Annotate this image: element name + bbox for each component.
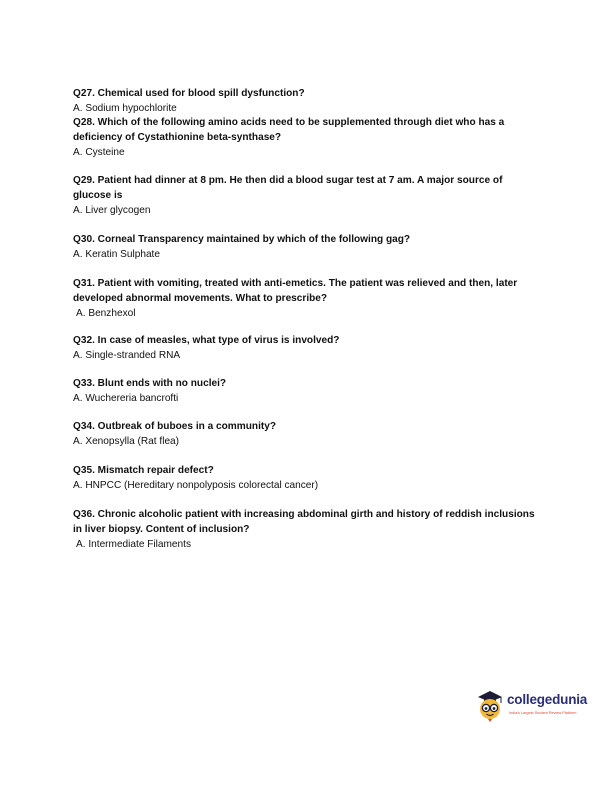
question-text: Q36. Chronic alcoholic patient with increasing abdominal girth and history of reddish inclusions in liver biopsy. Content of inclusion? (73, 509, 535, 535)
answer-text: A. Cysteine (73, 147, 125, 158)
question-text: Q30. Corneal Transparency maintained by which of the following gag? (73, 234, 411, 245)
question-text: Q27. Chemical used for blood spill dysfunction? (73, 88, 305, 99)
qa-item-q28 (73, 115, 543, 160)
qa-item-q29 (73, 173, 543, 218)
question-text: Q29. Patient had dinner at 8 pm. He then did a blood sugar test at 7 am. A major source of glucose is (73, 175, 503, 201)
answer-text: A. Sodium hypochlorite (73, 103, 177, 114)
qa-item-q35 (73, 463, 543, 493)
logo-wordmark: collegedunia (507, 692, 588, 707)
logo-tagline: India's Largest Student Review Platform (509, 711, 577, 715)
answer-text: A. Keratin Sulphate (73, 249, 160, 260)
question-text: Q34. Outbreak of buboes in a community? (73, 421, 277, 432)
qa-item-q36 (73, 507, 543, 552)
question-text: Q32. In case of measles, what type of virus is involved? (73, 335, 340, 346)
qa-item-q33 (73, 376, 543, 406)
question-text: Q31. Patient with vomiting, treated with anti-emetics. The patient was relieved and then, later developed abnormal movements. What to prescribe? (73, 278, 518, 304)
answer-text: A. Intermediate Filaments (76, 539, 192, 550)
answer-text: A. HNPCC (Hereditary nonpolyposis colorectal cancer) (73, 480, 319, 491)
answer-text: A. Wuchereria bancrofti (73, 393, 179, 404)
qa-item-q31 (73, 276, 543, 321)
answer-text: A. Liver glycogen (73, 205, 151, 216)
answer-text: A. Single-stranded RNA (73, 350, 181, 361)
qa-item-q32 (73, 333, 543, 363)
collegedunia-logo (474, 688, 599, 724)
question-text: Q33. Blunt ends with no nuclei? (73, 378, 227, 389)
answer-text: A. Xenopsylla (Rat flea) (73, 436, 180, 447)
qa-item-q27 (73, 86, 543, 116)
qa-item-q34 (73, 419, 543, 449)
question-text: Q35. Mismatch repair defect? (73, 465, 214, 476)
question-text: Q28. Which of the following amino acids need to be supplemented through diet who has a deficiency of Cystathionine beta-synthase? (73, 117, 505, 143)
qa-item-q30 (73, 232, 543, 262)
answer-text: A. Benzhexol (76, 308, 136, 319)
owl-mascot-icon (474, 688, 506, 722)
